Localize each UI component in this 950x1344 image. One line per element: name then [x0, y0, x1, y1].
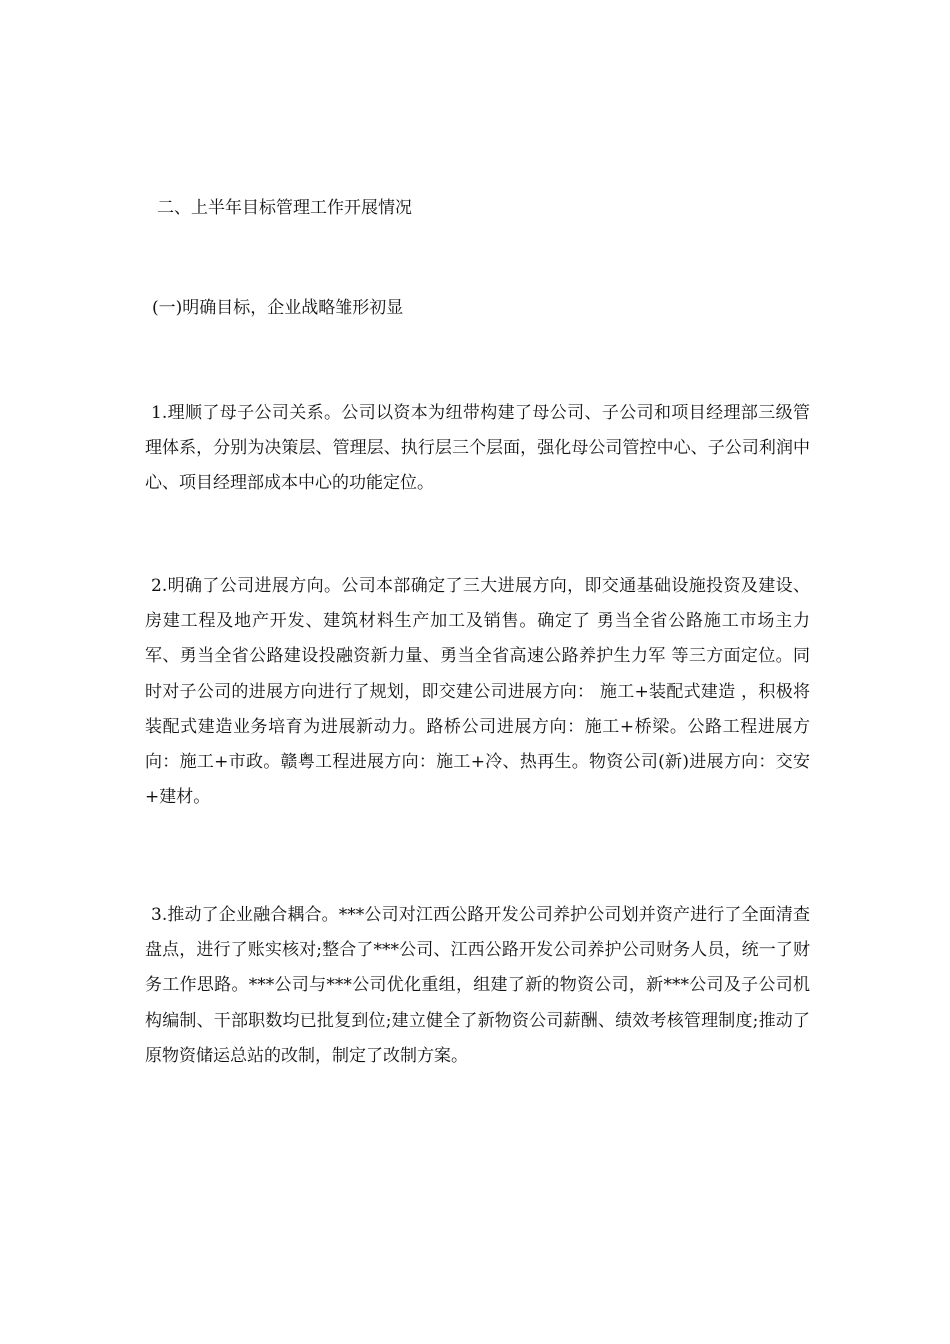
subsection-heading: (一)明确目标，企业战略雏形初显	[152, 298, 404, 318]
paragraph-3: 3.推动了企业融合耦合。***公司对江西公路开发公司养护公司划并资产进行了全面清查盘点，进行了账实核对;整合了***公司、江西公路开发公司养护公司财务人员，统一了财务工作思路。***公司与***公司优化重组，组建了新的物资公司，新***公司及子公司机构编制、干部职数均已批复到位;建立健全了新物资公司薪酬、绩效考核管理制度;推动了原物资储运总站的改制，制定了改制方案。	[145, 905, 810, 1066]
section-heading: 二、上半年目标管理工作开展情况	[157, 198, 412, 218]
paragraph-1: 1.理顺了母子公司关系。公司以资本为纽带构建了母公司、子公司和项目经理部三级管理体系，分别为决策层、管理层、执行层三个层面，强化母公司管控中心、子公司利润中心、项目经理部成本中心的功能定位。	[145, 403, 810, 494]
paragraph-2: 2.明确了公司进展方向。公司本部确定了三大进展方向，即交通基础设施投资及建设、房建工程及地产开发、建筑材料生产加工及销售。确定了 勇当全省公路施工市场主力军、勇当全省公路建设投融资新力量、勇当全省高速公路养护生力军 等三方面定位。同时对子公司的进展方向进行了规划，即交建公司进展方向： 施工+装配式建造 ，积极将装配式建造业务培育为进展新动力。路桥公司进展方向：施工+桥梁。公路工程进展方向：施工+市政。赣粤工程进展方向：施工+冷、热再生。物资公司(新)进展方向：交安+建材。	[145, 576, 810, 808]
